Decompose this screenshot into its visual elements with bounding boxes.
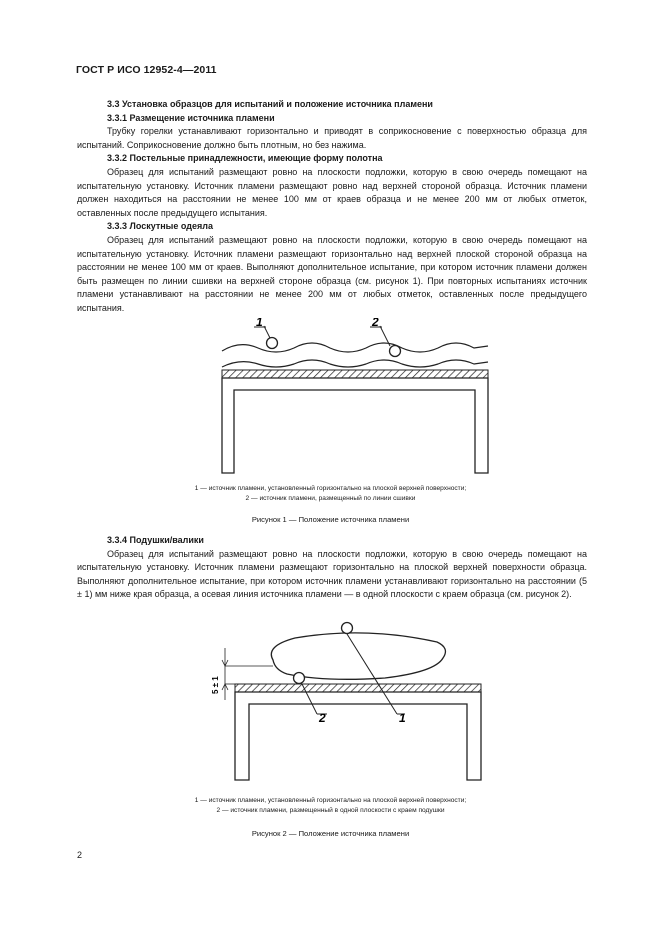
figure-1-drawing: [210, 318, 500, 478]
flame-source-2: [390, 346, 401, 357]
figure-1-legend-item-2: 2 — источник пламени, размещенный по линии сшивки: [245, 495, 416, 502]
heading-3-3-2: 3.3.2 Постельные принадлежности, имеющие форму полотна: [107, 153, 383, 164]
page-number: 2: [77, 850, 83, 860]
substrate-board: [235, 684, 481, 692]
flame-source-1: [342, 623, 353, 634]
test-rig-frame: [235, 692, 481, 780]
figure-1-label-2: 2: [372, 318, 379, 329]
heading-3-3-4: 3.3.4 Подушки/валики: [107, 535, 204, 545]
paragraph-3-3-2: Образец для испытаний размещают ровно на плоскости подложки, которую в свою очередь помещают на испытательную установку. Источник пламени размещают ровно над верхней стороной образца. Источник пламени должен находиться на расстоянии не менее 100 мм от краев образца и не менее 200 мм от любых отметок, оставленных после предыдущего испытания.: [77, 166, 587, 218]
paragraph-3-3-1: Трубку горелки устанавливают горизонтально и приводят в соприкосновение с поверхностью образца для испытаний. Соприкосновение должно быть плотным, но без нажима.: [77, 126, 587, 150]
figure-1-legend: [0, 484, 661, 504]
figure-2-drawing: [205, 618, 495, 788]
quilt-top-wave: [222, 343, 488, 352]
figure-2-caption: Рисунок 2 — Положение источника пламени: [251, 829, 410, 838]
figure-1-legend-item-1: 1 — источник пламени, установленный горизонтально на плоской верхней поверхности;: [194, 485, 467, 492]
paragraph-3-3-4: Образец для испытаний размещают ровно на плоскости подложки, которую в свою очередь помещают на испытательную установку. Источник пламени размещают горизонтально на плоской верхней поверхности образца. Выполняют дополнительное испытание, при котором источник пламени устанавливают горизонтально на расстоянии (5 ± 1) мм ниже края образца, а осевая линия источника пламени — в одной плоскости с краем образца (см. рисунок 2).: [77, 548, 587, 600]
section-3-3-text: [77, 98, 587, 316]
figure-2-legend-item-1: 1 — источник пламени, установленный горизонтально на плоской верхней поверхности;: [194, 797, 467, 804]
document-header: ГОСТ Р ИСО 12952-4—2011: [76, 64, 217, 76]
flame-source-1: [267, 338, 278, 349]
heading-3-3-1: 3.3.1 Размещение источника пламени: [107, 112, 275, 123]
figure-2-legend: [0, 796, 661, 816]
figure-2-label-1: 1: [399, 711, 406, 725]
heading-3-3-3: 3.3.3 Лоскутные одеяла: [107, 221, 213, 232]
figure-2-dimension: 5 ± 1: [211, 676, 220, 694]
figure-2-legend-item-2: 2 — источник пламени, размещенный в одной плоскости с краем подушки: [216, 807, 445, 814]
test-rig-frame: [222, 378, 488, 473]
heading-3-3: 3.3 Установка образцов для испытаний и положение источника пламени: [107, 99, 433, 109]
flame-source-2: [294, 673, 305, 684]
figure-2-label-2: 2: [319, 711, 326, 725]
figure-1-label-1: 1: [256, 318, 263, 329]
paragraph-3-3-3: Образец для испытаний размещают ровно на плоскости подложки, которую в свою очередь помещают на испытательную установку. Источник пламени размещают горизонтально над верхней плоской стороной образца на расстоянии не менее 100 мм от краев. Выполняют дополнительное испытание, при котором источник пламени должен быть размещен по линии сшивки на верхней стороне образца (см. рисунок 1). При повторных испытаниях источник пламени устанавливают на расстоянии не менее 200 мм от любых отметок, оставленных после предыдущего испытания.: [77, 234, 587, 313]
quilt-bottom-wave: [222, 360, 488, 367]
section-3-3-4-text: [77, 534, 587, 602]
substrate-board: [222, 370, 488, 378]
figure-1-caption: Рисунок 1 — Положение источника пламени: [251, 515, 410, 524]
